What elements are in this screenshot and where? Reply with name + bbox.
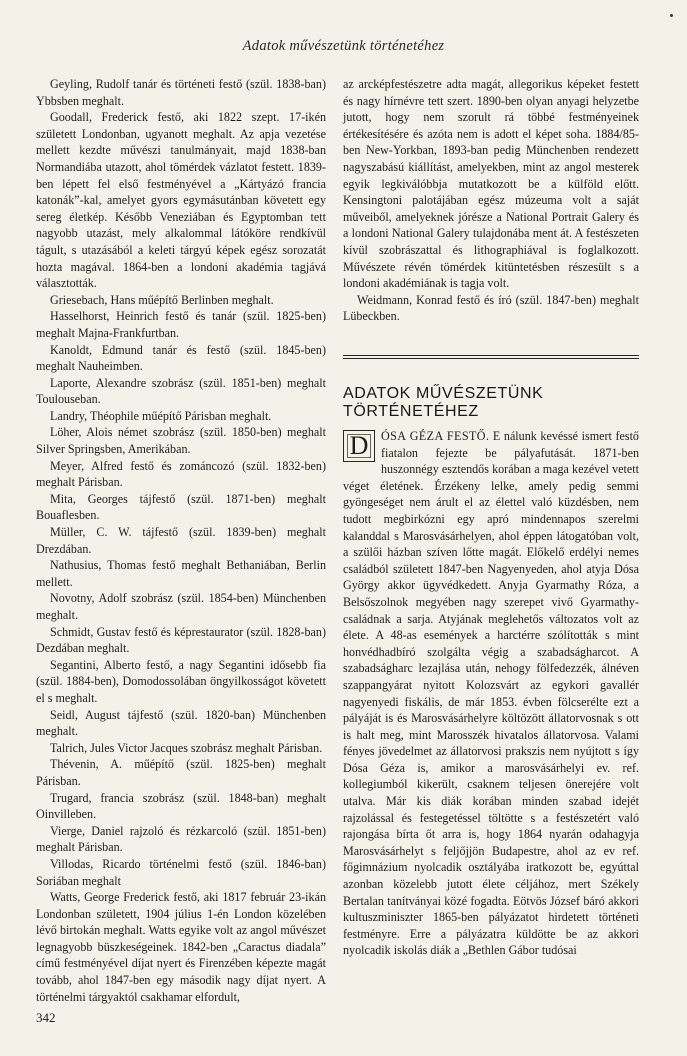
entry-goodall: Goodall, Frederick festő, aki 1822 szept. 17-ikén született Londonban, ugyanott meghalt. Az apja vezetése mellett kezdte művészi tanulmányait, majd 1838-ban Normandiába utazott, ahol tömérdek vázlatot festett. 1839-ben lépett fel első festményével a „Kártyázó francia katonák”-kal, amelyet gyors egymásutánban követett egy sereg életkép. Később Veneziában és Egyptomban tett nagyobb utazást, mely alkalommal látóköre rendkívül tágult, s utazásából a keleti tárgyú képek egész sorozatát hozta magával. 1864-ben a londoni akadémia tagjává választották. [36,110,326,291]
section-rule [343,355,639,356]
entry-villodas: Villodas, Ricardo történelmi festő (szül. 1846-ban) Soriában meghalt [36,856,326,888]
margin-dot [670,14,673,17]
entry-trugard: Trugard, francia szobrász (szül. 1848-ban) meghalt Oinvilleben. [36,790,326,822]
entry-thevenin: Thévenin, A. műépítő (szül. 1825-ben) meghalt Párisban. [36,757,326,788]
left-column [36,76,326,1005]
entry-weidmann: Weidmann, Konrad festő és író (szül. 1847-ben) meghalt Lübeckben. [343,292,639,324]
article-body: E nálunk kevéssé ismert festő fiatalon fejezte be pályafutását. 1871-ben huszonnégy esztendős korában a maga kezével vetett véget életének. Érzékeny lelke, amely pedig semmi gyöngeséget nem árult el az élettel való küzdésben, nem tudott megbirkózni egy apró mindennapos szerelmi kalanddal s Marosvásárhelyen, ahol éppen látogatóban volt, a szülői házban szíven lőtte magát. Előkelő erdélyi nemes családból született 1847-ben Nagyenyeden, ahol atyja Dósa György akkor ügyvédkedett. Anyja Gyarmathy Róza, a Belsőszolnok megyében nagy szerepet vivő Gyarmathy-családnak a sarja. Atyjának meglehetős változatos volt az élete. A 48-as események a harctérre szólították s mint honvédhadbíró szolgálta végig a szabadságharcot. A szabadságharc lezajlása után, nehogy fölfedezzék, álnéven szappangyárat nyitott Kolozsvárt az egykori gavallér nagyenyedi fiskális, de már 1853. évben fölcserélte ezt a pályáját is és Marosvásárhelyre költözött állatorvosnak s ott is halt meg, mint Marosszék hivatalos állatorvosa. Valami fényes jövedelmet az állatorvosi prakszis nem nyújtott s így Dósa Géza is, amikor a marosvásárhelyi ev. ref. kollegiumból kikerült, csaknem teljesen önerejére volt utalva. Már kis diák korában minden szabad idejét rajzolással és festegetéssel töltötte s a festészetért való rajongása bírta őt arra is, hogy 1864 nyarán odahagyja Marosvásárhelyt s feljőjjön Budapestre, ahol az ev ref. főgimnázium nyolcadik osztályába iratkozott be, egyúttal azonban közelebb jutott élete céljához, mert Székely Bertalan tanítványai közé fogadta. Eötvös József báró akkori kultuszminiszter 1865-ben pályázatot hirdetett történeti festményre. Erre a pályázatra küldötte be az akkori nyolcadik iskolás diák a „Bethlen Gábor tudósai [343,429,639,958]
entry-landry: Landry, Théophile műépítő Párisban meghalt. [50,408,272,423]
entry-nathusius: Nathusius, Thomas festő meghalt Bethaniában, Berlin mellett. [36,558,326,589]
entry-seidl: Seidl, August tájfestő (szül. 1820-ban) Münchenben meghalt. [36,707,326,739]
entry-vierge: Vierge, Daniel rajzoló és rézkarcoló (szül. 1851-ben) meghalt Párisban. [36,823,326,855]
article-paragraph [343,428,639,959]
entry-mita: Mita, Georges tájfestő (szül. 1871-ben) meghalt Bouaflesben. [36,491,326,523]
entry-schmidt: Schmidt, Gustav festő és képrestaurator (szül. 1828-ban) Dezdában meghalt. [36,624,326,656]
page-number: 342 [36,1010,56,1025]
entry-novotny: Novotny, Adolf szobrász (szül. 1854-ben) Münchenben meghalt. [36,591,326,622]
right-column [343,76,639,325]
entry-segantini: Segantini, Alberto festő, a nagy Segantini idősebb fia (szül. 1884-ben), Domodossolában öngyilkosságot követett el s meghalt. [36,657,326,705]
entry-loher: Löher, Alois német szobrász (szül. 1850-ben) meghalt Silver Springsben, Amerikában. [36,425,326,457]
entry-meyer: Meyer, Alfred festő és zománcozó (szül. 1832-ben) meghalt Párisban. [36,458,326,490]
entry-watts: Watts, George Frederick festő, aki 1817 február 23-ikán Londonban született, 1904 július 1-én London közelében lévő birtokán meghalt. Watts egyike volt az angol művészet legnagyobb büszkeségeinek. 1842-ben „Caractus diadala” című festményével díjat nyert és Firenzében képezte magát tovább, ahol 1847-ben egy második nagy díjat nyert. A történelmi tárgyaktól csakhamar elfordult, [36,890,326,1004]
article-lead-name: ÓSA GÉZA FESTŐ. [381,429,490,443]
entry-laporte: Laporte, Alexandre szobrász (szül. 1851-ben) meghalt Toulouseban. [36,375,326,407]
entry-hasselhorst: Hasselhorst, Heinrich festő és tanár (szül. 1825-ben) meghalt Majna-Frankfurtban. [36,309,326,340]
entry-muller: Müller, C. W. tájfestő (szül. 1839-ben) meghalt Drezdában. [36,525,326,556]
section-rule-thin [343,358,639,359]
entry-griesebach: Griesebach, Hans műépítő Berlinben meghalt. [50,292,274,307]
section-heading: ADATOK MŰVÉSZETÜNK TÖRTÉNETÉHEZ [343,385,544,420]
running-title: Adatok művészetünk történetéhez [242,38,445,54]
entry-talrich: Talrich, Jules Victor Jacques szobrász meghalt Párisban. [50,740,323,755]
entry-kanoldt: Kanoldt, Edmund tanár és festő (szül. 1845-ben) meghalt Nauheimben. [36,342,326,374]
article-dosa-geza [343,428,639,959]
entry-geyling: Geyling, Rudolf tanár és történeti festő (szül. 1838-ban) Ybbsben meghalt. [36,77,326,108]
entry-watts-continued: az arcképfestészetre adta magát, allegorikus képeket festett és nagy hírnévre tett szert. 1890-ben olyan anyagi helyzetbe jutott, hogy nem szorult rá többé festményeinek értékesítésére és azóta nem is adott el képet soha. 1884/85-ben New-Yorkban, 1893-ban pedig Münchenben rendezett nagyszabású kiállítást, amelyekben, mint az angol mesterek egyik legkiválóbbja mutatkozott be a külföld előtt. Kensingtoni palotájában egész múzeuma volt a saját műveiből, amelyeknek jórésze a National Portrait Galery és a londoni National Galery tulajdonába ment át. A festészeten kívül szobrászattal és lithographiával is foglalkozott. Művészete révén tömérdek kitüntetésben részesült s a londoni akadémiának is tagja volt. [343,77,639,291]
dropcap-initial: D [343,430,375,462]
